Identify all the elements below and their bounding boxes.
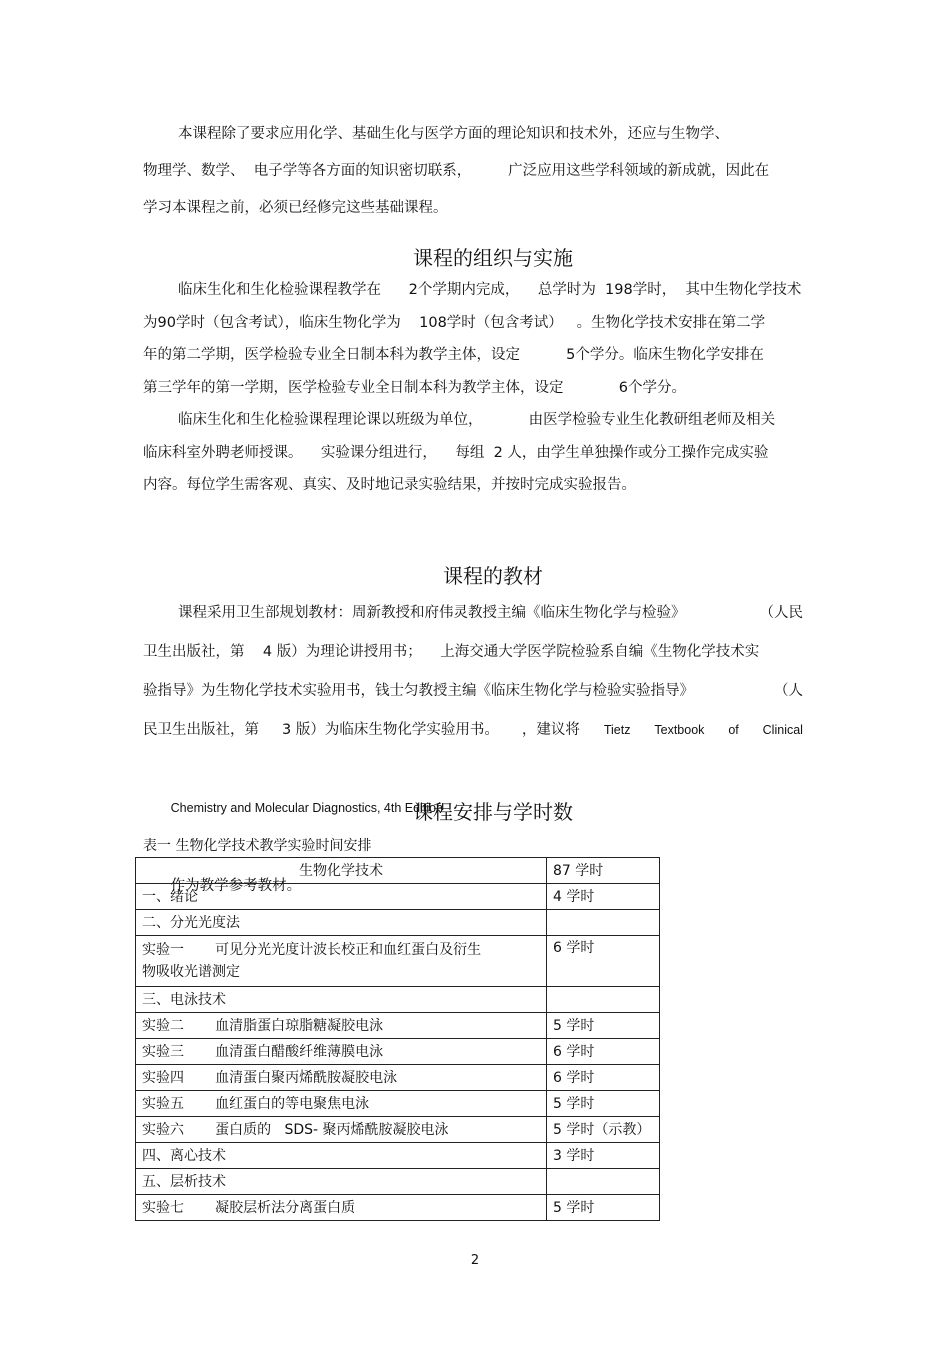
- row-hours: 6 学时: [547, 1039, 660, 1065]
- textbook-line-4-en-4: Clinical: [762, 723, 803, 737]
- table-caption: 表一 生物化学技术教学实验时间安排: [143, 838, 372, 854]
- textbook-line-4: [143, 711, 803, 750]
- row-name: 二、分光光度法: [136, 910, 547, 936]
- table-row: [136, 1013, 660, 1039]
- table-header-row: [136, 858, 660, 884]
- section-heading-textbook: 课程的教材: [443, 564, 543, 588]
- row-name: 实验七 凝胶层析法分离蛋白质: [136, 1195, 547, 1221]
- row-hours: [547, 987, 660, 1013]
- textbook-line-1: [143, 594, 803, 633]
- row-name: 四、离心技术: [136, 1143, 547, 1169]
- table-row: [136, 1091, 660, 1117]
- textbook-line-4-en-1: Tietz: [603, 723, 631, 737]
- section-heading-schedule: 课程安排与学时数: [413, 800, 573, 824]
- textbook-line-3: [143, 672, 803, 711]
- intro-line-1: 本课程除了要求应用化学、基础生化与医学方面的理论知识和技术外，还应与生物学、: [178, 126, 729, 142]
- table-row: [136, 936, 660, 987]
- row-hours: [547, 910, 660, 936]
- textbook-line-5-cn: 作为教学参考教材。: [170, 878, 302, 894]
- row-hours: [547, 1169, 660, 1195]
- org-line-1: 临床生化和生化检验课程教学在 2个学期内完成， 总学时为 198学时， 其中生物化学技术: [178, 282, 802, 298]
- textbook-line-2: 卫生出版社，第 4 版）为理论讲授用书； 上海交通大学医学院检验系自编《生物化学技术实: [143, 644, 760, 660]
- table-row: [136, 884, 660, 910]
- textbook-line-4-en-2: Textbook: [654, 723, 705, 737]
- org-line-6: 临床科室外聘老师授课。 实验课分组进行， 每组 2 人，由学生单独操作或分工操作完成实验: [143, 444, 769, 461]
- row-hours: 6 学时: [547, 936, 660, 987]
- org-line-3: 年的第二学期，医学检验专业全日制本科为教学主体，设定 5个学分。临床生物化学安排在: [143, 347, 764, 363]
- row-hours: 5 学时: [547, 1195, 660, 1221]
- row-name-line-2: 物吸收光谱测定: [142, 964, 240, 980]
- org-line-4: 第三学年的第一学期，医学检验专业全日制本科为教学主体，设定 6个学分。: [143, 379, 687, 396]
- textbook-line-5-en: Chemistry and Molecular Diagnostics, 4th Edition: [170, 801, 444, 815]
- row-name: 实验三 血清蛋白醋酸纤维薄膜电泳: [136, 1039, 547, 1065]
- row-hours: 5 学时: [547, 1091, 660, 1117]
- textbook-line-3-tail: （人: [774, 683, 803, 699]
- table-row: [136, 1169, 660, 1195]
- row-name: 实验四 血清蛋白聚丙烯酰胺凝胶电泳: [136, 1065, 547, 1091]
- row-hours: 4 学时: [547, 884, 660, 910]
- row-hours: 3 学时: [547, 1143, 660, 1169]
- row-hours: 5 学时: [547, 1013, 660, 1039]
- table-row: [136, 1195, 660, 1221]
- page-number: 2: [470, 1253, 480, 1268]
- table-row: [136, 987, 660, 1013]
- row-name-line-1: 实验一 可见分光光度计波长校正和血红蛋白及衍生: [142, 942, 482, 958]
- intro-line-2: 物理学、数学、 电子学等各方面的知识密切联系， 广泛应用这些学科领域的新成就，因此在: [143, 163, 770, 179]
- textbook-line-4-cn: 民卫生出版社，第 3 版）为临床生物化学实验用书。 ，建议将: [143, 722, 580, 738]
- row-name: 实验二 血清脂蛋白琼脂糖凝胶电泳: [136, 1013, 547, 1039]
- table-row: [136, 1065, 660, 1091]
- intro-paragraph: [143, 116, 803, 227]
- org-line-7: 内容。每位学生需客观、真实、及时地记录实验结果，并按时完成实验报告。: [143, 477, 636, 493]
- row-name: 五、层析技术: [136, 1169, 547, 1195]
- row-name: [136, 936, 547, 987]
- section-heading-organization: 课程的组织与实施: [413, 246, 573, 270]
- organization-paragraph: [143, 274, 803, 502]
- org-line-2: 为90学时（包含考试），临床生物化学为 108学时（包含考试） 。生物化学技术安排在第二学: [143, 314, 766, 331]
- intro-line-3: 学习本课程之前，必须已经修完这些基础课程。: [143, 200, 448, 216]
- row-name: 三、电泳技术: [136, 987, 547, 1013]
- table-row: [136, 910, 660, 936]
- textbook-line-1-main: 课程采用卫生部规划教材：周新教授和府伟灵教授主编《临床生物化学与检验》: [178, 605, 686, 621]
- textbook-line-3-main: 验指导》为生物化学技术实验用书，钱士匀教授主编《临床生物化学与检验实验指导》: [143, 683, 694, 699]
- table-row: [136, 1039, 660, 1065]
- row-hours: 5 学时（示教）: [547, 1117, 660, 1143]
- table-header-hours: 87 学时: [547, 858, 660, 884]
- textbook-line-1-tail: （人民: [759, 605, 803, 621]
- row-name: 实验六 蛋白质的 SDS- 聚丙烯酰胺凝胶电泳: [136, 1117, 547, 1143]
- row-hours: 6 学时: [547, 1065, 660, 1091]
- table-row: [136, 1117, 660, 1143]
- row-name: 一、绪论: [136, 884, 547, 910]
- schedule-table: [135, 857, 660, 1221]
- org-line-5: 临床生化和生化检验课程理论课以班级为单位， 由医学检验专业生化教研组老师及相关: [178, 412, 776, 428]
- table-header-name: 生物化学技术: [136, 858, 547, 884]
- table-row: [136, 1143, 660, 1169]
- textbook-line-4-en-3: of: [728, 723, 739, 737]
- row-name: 实验五 血红蛋白的等电聚焦电泳: [136, 1091, 547, 1117]
